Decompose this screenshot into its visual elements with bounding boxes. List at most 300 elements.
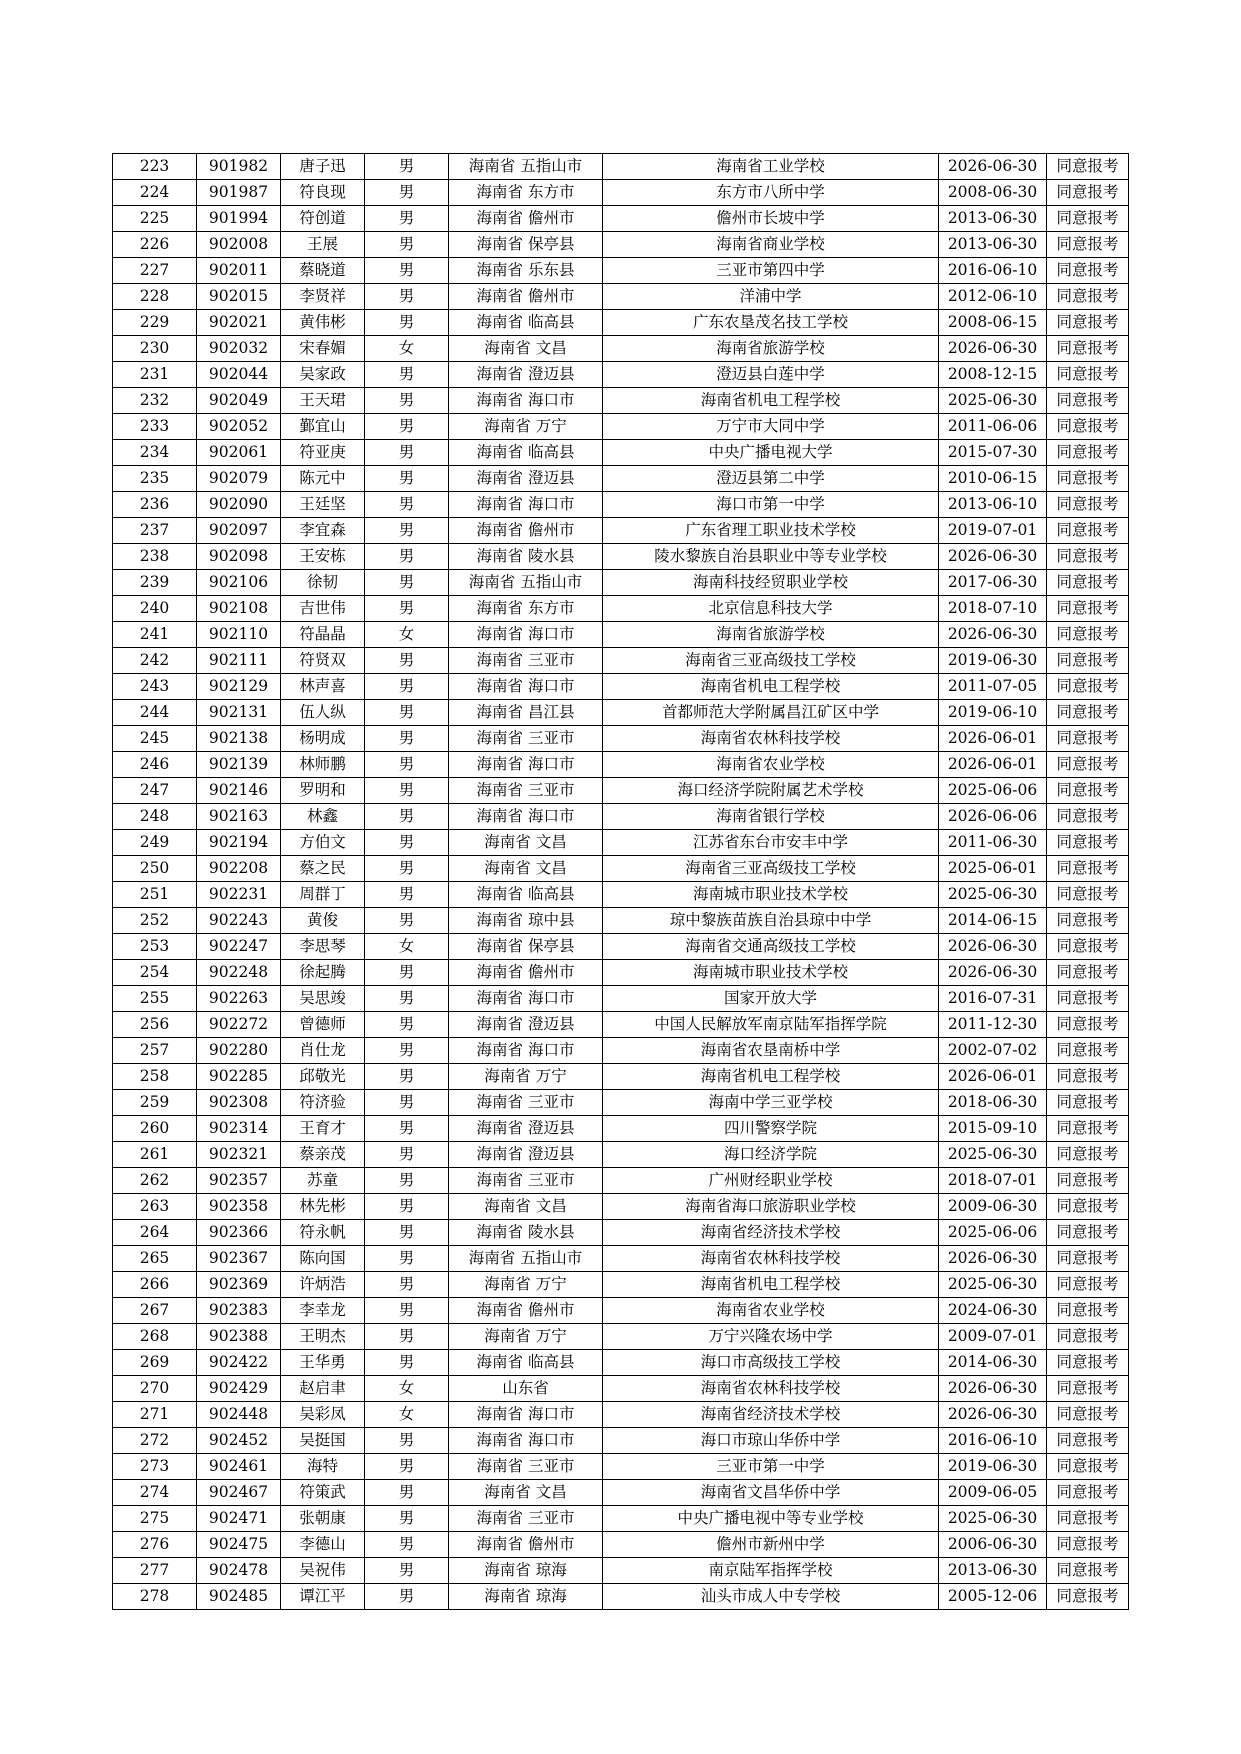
name-cell: 王安栋 [281, 544, 365, 570]
school-cell: 国家开放大学 [603, 986, 939, 1012]
table-row [113, 908, 1129, 934]
exam-id-cell: 902308 [197, 1090, 281, 1116]
school-cell: 海南省机电工程学校 [603, 1272, 939, 1298]
gender-cell: 男 [365, 388, 449, 414]
gender-cell: 男 [365, 882, 449, 908]
exam-id-cell: 902138 [197, 726, 281, 752]
exam-id-cell: 902247 [197, 934, 281, 960]
name-cell: 林声喜 [281, 674, 365, 700]
serial-number-cell: 265 [113, 1246, 197, 1272]
name-cell: 罗明和 [281, 778, 365, 804]
gender-cell: 男 [365, 466, 449, 492]
name-cell: 徐起腾 [281, 960, 365, 986]
school-cell: 海南省旅游学校 [603, 336, 939, 362]
serial-number-cell: 270 [113, 1376, 197, 1402]
graduation-date-cell: 2010-06-15 [939, 466, 1047, 492]
table-row [113, 1532, 1129, 1558]
school-cell: 三亚市第一中学 [603, 1454, 939, 1480]
name-cell: 蔡之民 [281, 856, 365, 882]
name-cell: 王明杰 [281, 1324, 365, 1350]
name-cell: 吴彩凤 [281, 1402, 365, 1428]
graduation-date-cell: 2026-06-30 [939, 622, 1047, 648]
approval-status-cell: 同意报考 [1047, 1116, 1129, 1142]
exam-id-cell: 902285 [197, 1064, 281, 1090]
gender-cell: 男 [365, 1454, 449, 1480]
name-cell: 林先彬 [281, 1194, 365, 1220]
roster-body [113, 154, 1129, 1610]
school-cell: 南京陆军指挥学校 [603, 1558, 939, 1584]
origin-cell: 海南省 东方市 [449, 180, 603, 206]
school-cell: 海南省农垦南桥中学 [603, 1038, 939, 1064]
school-cell: 澄迈县白莲中学 [603, 362, 939, 388]
graduation-date-cell: 2026-06-30 [939, 1402, 1047, 1428]
graduation-date-cell: 2012-06-10 [939, 284, 1047, 310]
origin-cell: 海南省 万宁 [449, 1324, 603, 1350]
approval-status-cell: 同意报考 [1047, 1480, 1129, 1506]
gender-cell: 男 [365, 570, 449, 596]
approval-status-cell: 同意报考 [1047, 1506, 1129, 1532]
table-row [113, 596, 1129, 622]
exam-id-cell: 902471 [197, 1506, 281, 1532]
gender-cell: 男 [365, 1532, 449, 1558]
serial-number-cell: 258 [113, 1064, 197, 1090]
serial-number-cell: 277 [113, 1558, 197, 1584]
table-row [113, 830, 1129, 856]
gender-cell: 男 [365, 206, 449, 232]
table-row [113, 1272, 1129, 1298]
serial-number-cell: 257 [113, 1038, 197, 1064]
approval-status-cell: 同意报考 [1047, 596, 1129, 622]
name-cell: 苏童 [281, 1168, 365, 1194]
graduation-date-cell: 2015-07-30 [939, 440, 1047, 466]
graduation-date-cell: 2002-07-02 [939, 1038, 1047, 1064]
origin-cell: 海南省 海口市 [449, 1402, 603, 1428]
gender-cell: 女 [365, 336, 449, 362]
serial-number-cell: 256 [113, 1012, 197, 1038]
approval-status-cell: 同意报考 [1047, 1532, 1129, 1558]
exam-id-cell: 902448 [197, 1402, 281, 1428]
serial-number-cell: 244 [113, 700, 197, 726]
exam-id-cell: 902079 [197, 466, 281, 492]
approval-status-cell: 同意报考 [1047, 388, 1129, 414]
gender-cell: 男 [365, 1584, 449, 1610]
table-row [113, 674, 1129, 700]
name-cell: 张朝康 [281, 1506, 365, 1532]
exam-id-cell: 902097 [197, 518, 281, 544]
origin-cell: 海南省 海口市 [449, 986, 603, 1012]
serial-number-cell: 229 [113, 310, 197, 336]
exam-id-cell: 902015 [197, 284, 281, 310]
serial-number-cell: 246 [113, 752, 197, 778]
serial-number-cell: 231 [113, 362, 197, 388]
gender-cell: 男 [365, 414, 449, 440]
name-cell: 方伯文 [281, 830, 365, 856]
name-cell: 符亚庚 [281, 440, 365, 466]
name-cell: 符晶晶 [281, 622, 365, 648]
table-row [113, 518, 1129, 544]
name-cell: 林师鹏 [281, 752, 365, 778]
gender-cell: 男 [365, 258, 449, 284]
gender-cell: 女 [365, 1402, 449, 1428]
approval-status-cell: 同意报考 [1047, 258, 1129, 284]
name-cell: 王华勇 [281, 1350, 365, 1376]
table-row [113, 362, 1129, 388]
table-row [113, 986, 1129, 1012]
exam-id-cell: 902263 [197, 986, 281, 1012]
school-cell: 中央广播电视大学 [603, 440, 939, 466]
name-cell: 徐韧 [281, 570, 365, 596]
serial-number-cell: 232 [113, 388, 197, 414]
name-cell: 李思琴 [281, 934, 365, 960]
origin-cell: 海南省 乐东县 [449, 258, 603, 284]
gender-cell: 男 [365, 778, 449, 804]
serial-number-cell: 250 [113, 856, 197, 882]
origin-cell: 海南省 三亚市 [449, 1090, 603, 1116]
graduation-date-cell: 2011-12-30 [939, 1012, 1047, 1038]
graduation-date-cell: 2011-06-30 [939, 830, 1047, 856]
name-cell: 符策武 [281, 1480, 365, 1506]
gender-cell: 男 [365, 492, 449, 518]
exam-id-cell: 901982 [197, 154, 281, 180]
school-cell: 海南省农业学校 [603, 752, 939, 778]
school-cell: 汕头市成人中专学校 [603, 1584, 939, 1610]
school-cell: 海口市琼山华侨中学 [603, 1428, 939, 1454]
name-cell: 唐子迅 [281, 154, 365, 180]
approval-status-cell: 同意报考 [1047, 518, 1129, 544]
origin-cell: 海南省 儋州市 [449, 518, 603, 544]
school-cell: 海南省商业学校 [603, 232, 939, 258]
school-cell: 陵水黎族自治县职业中等专业学校 [603, 544, 939, 570]
graduation-date-cell: 2025-06-06 [939, 778, 1047, 804]
approval-status-cell: 同意报考 [1047, 1194, 1129, 1220]
exam-id-cell: 902388 [197, 1324, 281, 1350]
graduation-date-cell: 2013-06-30 [939, 1558, 1047, 1584]
origin-cell: 海南省 临高县 [449, 440, 603, 466]
graduation-date-cell: 2016-07-31 [939, 986, 1047, 1012]
graduation-date-cell: 2008-06-15 [939, 310, 1047, 336]
graduation-date-cell: 2019-06-30 [939, 648, 1047, 674]
table-row [113, 1168, 1129, 1194]
gender-cell: 男 [365, 310, 449, 336]
serial-number-cell: 240 [113, 596, 197, 622]
approval-status-cell: 同意报考 [1047, 1038, 1129, 1064]
table-row [113, 752, 1129, 778]
exam-id-cell: 902367 [197, 1246, 281, 1272]
school-cell: 海南省三亚高级技工学校 [603, 856, 939, 882]
gender-cell: 男 [365, 1480, 449, 1506]
serial-number-cell: 226 [113, 232, 197, 258]
serial-number-cell: 237 [113, 518, 197, 544]
table-row [113, 206, 1129, 232]
origin-cell: 海南省 海口市 [449, 804, 603, 830]
school-cell: 海南城市职业技术学校 [603, 960, 939, 986]
graduation-date-cell: 2026-06-01 [939, 1064, 1047, 1090]
exam-id-cell: 902106 [197, 570, 281, 596]
serial-number-cell: 273 [113, 1454, 197, 1480]
serial-number-cell: 239 [113, 570, 197, 596]
name-cell: 吴祝伟 [281, 1558, 365, 1584]
serial-number-cell: 227 [113, 258, 197, 284]
serial-number-cell: 241 [113, 622, 197, 648]
name-cell: 肖仕龙 [281, 1038, 365, 1064]
name-cell: 赵启聿 [281, 1376, 365, 1402]
gender-cell: 男 [365, 1038, 449, 1064]
table-row [113, 284, 1129, 310]
approval-status-cell: 同意报考 [1047, 1142, 1129, 1168]
origin-cell: 海南省 三亚市 [449, 1454, 603, 1480]
approval-status-cell: 同意报考 [1047, 570, 1129, 596]
graduation-date-cell: 2026-06-01 [939, 752, 1047, 778]
table-row [113, 1220, 1129, 1246]
table-row [113, 492, 1129, 518]
graduation-date-cell: 2009-06-30 [939, 1194, 1047, 1220]
school-cell: 海南省银行学校 [603, 804, 939, 830]
serial-number-cell: 223 [113, 154, 197, 180]
gender-cell: 男 [365, 362, 449, 388]
gender-cell: 男 [365, 1064, 449, 1090]
school-cell: 东方市八所中学 [603, 180, 939, 206]
school-cell: 万宁兴隆农场中学 [603, 1324, 939, 1350]
approval-status-cell: 同意报考 [1047, 1298, 1129, 1324]
table-row [113, 466, 1129, 492]
serial-number-cell: 242 [113, 648, 197, 674]
approval-status-cell: 同意报考 [1047, 1584, 1129, 1610]
school-cell: 首都师范大学附属昌江矿区中学 [603, 700, 939, 726]
exam-id-cell: 902461 [197, 1454, 281, 1480]
school-cell: 海口经济学院附属艺术学校 [603, 778, 939, 804]
approval-status-cell: 同意报考 [1047, 1246, 1129, 1272]
serial-number-cell: 267 [113, 1298, 197, 1324]
name-cell: 鄞宜山 [281, 414, 365, 440]
graduation-date-cell: 2017-06-30 [939, 570, 1047, 596]
serial-number-cell: 243 [113, 674, 197, 700]
gender-cell: 男 [365, 830, 449, 856]
exam-id-cell: 902061 [197, 440, 281, 466]
origin-cell: 海南省 三亚市 [449, 1168, 603, 1194]
exam-id-cell: 902314 [197, 1116, 281, 1142]
school-cell: 海南省文昌华侨中学 [603, 1480, 939, 1506]
gender-cell: 女 [365, 622, 449, 648]
name-cell: 陈向国 [281, 1246, 365, 1272]
exam-id-cell: 902231 [197, 882, 281, 908]
gender-cell: 男 [365, 856, 449, 882]
table-row [113, 570, 1129, 596]
origin-cell: 海南省 琼海 [449, 1584, 603, 1610]
table-row [113, 1402, 1129, 1428]
school-cell: 中央广播电视中等专业学校 [603, 1506, 939, 1532]
exam-id-cell: 902032 [197, 336, 281, 362]
table-row [113, 622, 1129, 648]
gender-cell: 男 [365, 752, 449, 778]
approval-status-cell: 同意报考 [1047, 648, 1129, 674]
table-row [113, 1454, 1129, 1480]
name-cell: 符贤双 [281, 648, 365, 674]
exam-id-cell: 901987 [197, 180, 281, 206]
approval-status-cell: 同意报考 [1047, 310, 1129, 336]
graduation-date-cell: 2016-06-10 [939, 258, 1047, 284]
approval-status-cell: 同意报考 [1047, 1376, 1129, 1402]
graduation-date-cell: 2013-06-30 [939, 232, 1047, 258]
serial-number-cell: 245 [113, 726, 197, 752]
name-cell: 宋春媚 [281, 336, 365, 362]
approval-status-cell: 同意报考 [1047, 856, 1129, 882]
exam-id-cell: 902272 [197, 1012, 281, 1038]
table-row [113, 778, 1129, 804]
exam-id-cell: 901994 [197, 206, 281, 232]
origin-cell: 海南省 昌江县 [449, 700, 603, 726]
origin-cell: 海南省 儋州市 [449, 1298, 603, 1324]
graduation-date-cell: 2006-06-30 [939, 1532, 1047, 1558]
gender-cell: 男 [365, 648, 449, 674]
name-cell: 邱敬光 [281, 1064, 365, 1090]
school-cell: 北京信息科技大学 [603, 596, 939, 622]
origin-cell: 海南省 儋州市 [449, 284, 603, 310]
table-row [113, 258, 1129, 284]
gender-cell: 男 [365, 596, 449, 622]
exam-id-cell: 902098 [197, 544, 281, 570]
approval-status-cell: 同意报考 [1047, 752, 1129, 778]
graduation-date-cell: 2025-06-01 [939, 856, 1047, 882]
approval-status-cell: 同意报考 [1047, 336, 1129, 362]
graduation-date-cell: 2025-06-30 [939, 882, 1047, 908]
graduation-date-cell: 2026-06-30 [939, 934, 1047, 960]
school-cell: 海南省工业学校 [603, 154, 939, 180]
gender-cell: 男 [365, 1350, 449, 1376]
serial-number-cell: 249 [113, 830, 197, 856]
origin-cell: 海南省 陵水县 [449, 1220, 603, 1246]
approval-status-cell: 同意报考 [1047, 414, 1129, 440]
graduation-date-cell: 2018-06-30 [939, 1090, 1047, 1116]
graduation-date-cell: 2026-06-30 [939, 1376, 1047, 1402]
origin-cell: 海南省 海口市 [449, 622, 603, 648]
name-cell: 李贤祥 [281, 284, 365, 310]
exam-id-cell: 902357 [197, 1168, 281, 1194]
origin-cell: 海南省 澄迈县 [449, 1116, 603, 1142]
serial-number-cell: 276 [113, 1532, 197, 1558]
approval-status-cell: 同意报考 [1047, 180, 1129, 206]
approval-status-cell: 同意报考 [1047, 778, 1129, 804]
gender-cell: 男 [365, 154, 449, 180]
school-cell: 海南城市职业技术学校 [603, 882, 939, 908]
gender-cell: 男 [365, 180, 449, 206]
graduation-date-cell: 2016-06-10 [939, 1428, 1047, 1454]
table-row [113, 440, 1129, 466]
serial-number-cell: 247 [113, 778, 197, 804]
name-cell: 蔡亲茂 [281, 1142, 365, 1168]
approval-status-cell: 同意报考 [1047, 492, 1129, 518]
exam-id-cell: 902163 [197, 804, 281, 830]
gender-cell: 男 [365, 908, 449, 934]
serial-number-cell: 235 [113, 466, 197, 492]
graduation-date-cell: 2009-07-01 [939, 1324, 1047, 1350]
school-cell: 海南科技经贸职业学校 [603, 570, 939, 596]
table-row [113, 180, 1129, 206]
school-cell: 江苏省东台市安丰中学 [603, 830, 939, 856]
approval-status-cell: 同意报考 [1047, 1454, 1129, 1480]
origin-cell: 海南省 万宁 [449, 414, 603, 440]
name-cell: 王天珺 [281, 388, 365, 414]
gender-cell: 男 [365, 1220, 449, 1246]
serial-number-cell: 272 [113, 1428, 197, 1454]
table-row [113, 310, 1129, 336]
exam-id-cell: 902108 [197, 596, 281, 622]
school-cell: 海南省农林科技学校 [603, 1246, 939, 1272]
name-cell: 陈元中 [281, 466, 365, 492]
serial-number-cell: 262 [113, 1168, 197, 1194]
exam-id-cell: 902429 [197, 1376, 281, 1402]
school-cell: 三亚市第四中学 [603, 258, 939, 284]
approval-status-cell: 同意报考 [1047, 232, 1129, 258]
school-cell: 海南省机电工程学校 [603, 388, 939, 414]
graduation-date-cell: 2026-06-30 [939, 336, 1047, 362]
approval-status-cell: 同意报考 [1047, 622, 1129, 648]
origin-cell: 海南省 三亚市 [449, 1506, 603, 1532]
serial-number-cell: 255 [113, 986, 197, 1012]
approval-status-cell: 同意报考 [1047, 1272, 1129, 1298]
graduation-date-cell: 2013-06-30 [939, 206, 1047, 232]
origin-cell: 海南省 海口市 [449, 1428, 603, 1454]
name-cell: 符济验 [281, 1090, 365, 1116]
gender-cell: 男 [365, 804, 449, 830]
graduation-date-cell: 2025-06-30 [939, 1272, 1047, 1298]
graduation-date-cell: 2011-07-05 [939, 674, 1047, 700]
school-cell: 海南省经济技术学校 [603, 1220, 939, 1246]
graduation-date-cell: 2019-07-01 [939, 518, 1047, 544]
serial-number-cell: 271 [113, 1402, 197, 1428]
name-cell: 吴家政 [281, 362, 365, 388]
graduation-date-cell: 2025-06-30 [939, 388, 1047, 414]
graduation-date-cell: 2014-06-30 [939, 1350, 1047, 1376]
graduation-date-cell: 2009-06-05 [939, 1480, 1047, 1506]
school-cell: 广州财经职业学校 [603, 1168, 939, 1194]
gender-cell: 男 [365, 518, 449, 544]
graduation-date-cell: 2005-12-06 [939, 1584, 1047, 1610]
approval-status-cell: 同意报考 [1047, 1012, 1129, 1038]
name-cell: 杨明成 [281, 726, 365, 752]
origin-cell: 海南省 保亭县 [449, 232, 603, 258]
origin-cell: 海南省 海口市 [449, 492, 603, 518]
school-cell: 中国人民解放军南京陆军指挥学院 [603, 1012, 939, 1038]
serial-number-cell: 248 [113, 804, 197, 830]
approval-status-cell: 同意报考 [1047, 700, 1129, 726]
exam-id-cell: 902090 [197, 492, 281, 518]
exam-id-cell: 902366 [197, 1220, 281, 1246]
graduation-date-cell: 2026-06-30 [939, 960, 1047, 986]
table-row [113, 648, 1129, 674]
name-cell: 李德山 [281, 1532, 365, 1558]
gender-cell: 男 [365, 1116, 449, 1142]
school-cell: 四川警察学院 [603, 1116, 939, 1142]
serial-number-cell: 274 [113, 1480, 197, 1506]
serial-number-cell: 260 [113, 1116, 197, 1142]
table-row [113, 1428, 1129, 1454]
school-cell: 海口市高级技工学校 [603, 1350, 939, 1376]
exam-id-cell: 902243 [197, 908, 281, 934]
origin-cell: 海南省 文昌 [449, 1480, 603, 1506]
exam-id-cell: 902049 [197, 388, 281, 414]
origin-cell: 海南省 文昌 [449, 856, 603, 882]
exam-id-cell: 902129 [197, 674, 281, 700]
serial-number-cell: 254 [113, 960, 197, 986]
serial-number-cell: 266 [113, 1272, 197, 1298]
approval-status-cell: 同意报考 [1047, 544, 1129, 570]
roster-table [112, 153, 1129, 1610]
school-cell: 儋州市新州中学 [603, 1532, 939, 1558]
school-cell: 海南省农业学校 [603, 1298, 939, 1324]
name-cell: 吴思竣 [281, 986, 365, 1012]
origin-cell: 海南省 儋州市 [449, 960, 603, 986]
graduation-date-cell: 2024-06-30 [939, 1298, 1047, 1324]
